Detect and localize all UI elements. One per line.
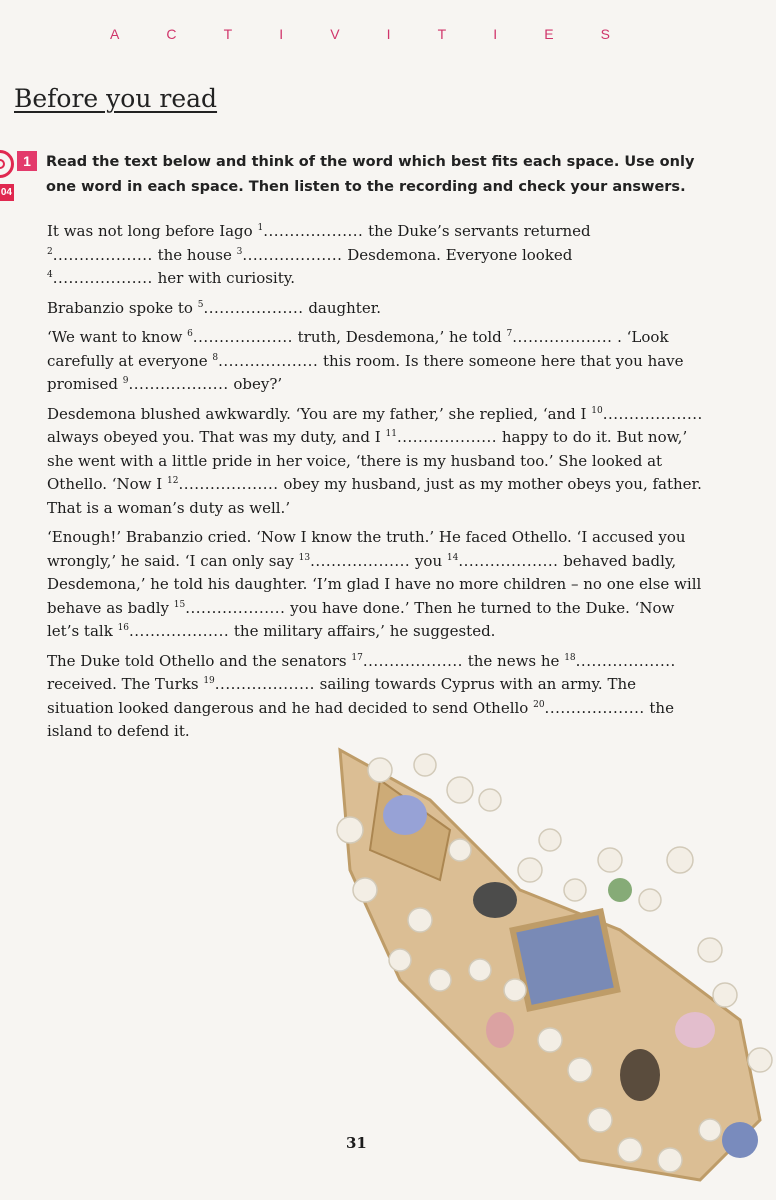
text-run: Desdemona. Everyone looked [342, 245, 573, 264]
text-run: the news he [462, 651, 565, 670]
gap-blank[interactable]: ................... [602, 404, 703, 423]
text-run: ‘Enough!’ Brabanzio cried. ‘Now I know the truth.’ He faced Othello. ‘I accused you wrongly,’ he said. ‘I can only say [47, 528, 686, 570]
text-run: you have done.’ Then he turned to the Duke. ‘Now let’s talk [47, 598, 675, 640]
text-run: Brabanzio spoke to [47, 298, 198, 317]
gap-blank[interactable]: ................... [310, 551, 411, 570]
exercise-instructions [46, 150, 706, 200]
text-run: . ‘Look carefully at everyone [47, 328, 669, 370]
gap-number: 9 [122, 376, 129, 386]
text-run: the Duke’s servants returned [363, 222, 591, 240]
text-run: the military affairs,’ he suggested. [229, 622, 496, 640]
gap-number: 10 [591, 405, 603, 416]
gap-blank[interactable]: ................... [396, 428, 498, 446]
gap-number: 4 [47, 270, 53, 280]
gap-number: 1 [257, 223, 264, 233]
gap-number: 20 [533, 699, 545, 710]
gap-blank[interactable]: ................... [52, 269, 153, 287]
text-run: It was not long before Iago [47, 222, 258, 240]
text-run: ‘We want to know [47, 328, 188, 346]
header-letter: C [166, 26, 177, 42]
instruction-line: one word in each space. Then listen to the recording and check your answers. [46, 179, 686, 195]
gap-fill-text [47, 220, 707, 750]
gap-blank[interactable]: ................... [512, 328, 613, 346]
gap-number: 5 [197, 299, 204, 310]
gap-blank[interactable]: ................... [242, 245, 343, 264]
instruction-line: Read the text below and think of the word which best fits each space. Use only [46, 154, 695, 170]
header-letter: I [386, 26, 391, 42]
text-run: behaved badly, Desdemona,’ he told his daughter. ‘I’m glad I have no more children – no one else will behave as badly [47, 551, 702, 617]
text-run: her with curiosity. [152, 269, 295, 287]
text-run: this room. Is there someone here that you have promised [47, 351, 684, 393]
header-letter: V [330, 26, 340, 42]
text-run: daughter. [303, 298, 381, 317]
header-letter: S [600, 26, 610, 42]
paragraph [47, 526, 707, 644]
paragraph [47, 403, 707, 521]
paragraph [47, 326, 707, 397]
text-run: the island to defend it. [47, 698, 674, 740]
gap-blank[interactable]: ................... [575, 651, 676, 670]
gap-number: 16 [117, 623, 130, 633]
text-run: truth, Desdemona,’ he told [292, 328, 507, 346]
text-run: happy to do it. But now,’ she went with a little pride in her voice, ‘there is my husband too.’ She looked at Othello. ‘Now I [47, 428, 688, 493]
audio-track-number: 04 [0, 184, 14, 201]
gap-number: 8 [212, 352, 219, 363]
text-run: obey?’ [228, 375, 283, 393]
gap-number: 2 [47, 246, 53, 257]
gap-number: 12 [167, 476, 179, 486]
gap-number: 15 [173, 599, 186, 610]
gap-blank[interactable]: ................... [214, 675, 315, 693]
gap-number: 11 [385, 429, 397, 439]
paragraph [47, 220, 707, 291]
text-run: The Duke told Othello and the senators [47, 651, 352, 670]
gap-blank[interactable]: ................... [544, 698, 645, 717]
gap-blank[interactable]: ................... [129, 622, 230, 640]
text-run: always obeyed you. That was my duty, and I [47, 428, 386, 446]
running-header [110, 26, 610, 42]
gap-blank[interactable]: ................... [128, 375, 229, 393]
gap-blank[interactable]: ................... [218, 351, 319, 370]
exercise-number: 1 [17, 151, 37, 171]
header-letter: T [437, 26, 447, 42]
page-number: 31 [346, 1134, 367, 1152]
gap-blank[interactable]: ................... [52, 245, 153, 264]
text-run: sailing towards Cyprus with an army. The situation looked dangerous and he had decided to send Othello [47, 675, 636, 717]
audio-cd-icon [0, 150, 14, 178]
header-letter: I [279, 26, 284, 42]
gap-blank[interactable]: ................... [458, 551, 559, 570]
gap-blank[interactable]: ................... [192, 328, 293, 346]
gap-number: 17 [351, 652, 363, 663]
jewel-necklace-image [320, 740, 776, 1200]
gap-number: 14 [446, 552, 459, 563]
gap-number: 6 [187, 329, 193, 339]
gap-number: 18 [564, 652, 576, 663]
text-run: Desdemona blushed awkwardly. ‘You are my father,’ she replied, ‘and I [47, 404, 592, 423]
header-letter: I [493, 26, 498, 42]
text-run: received. The Turks [47, 675, 204, 693]
gap-blank[interactable]: ................... [362, 651, 463, 670]
gap-number: 3 [236, 246, 243, 257]
section-title: Before you read [14, 84, 218, 113]
header-letter: E [544, 26, 554, 42]
header-letter: A [110, 26, 120, 42]
gap-number: 19 [203, 676, 215, 686]
gap-number: 13 [298, 552, 311, 563]
header-letter: T [223, 26, 233, 42]
gap-blank[interactable]: ................... [178, 475, 279, 493]
text-run: you [410, 551, 447, 570]
gap-blank[interactable]: ................... [263, 222, 364, 240]
gap-number: 7 [506, 329, 513, 339]
paragraph [47, 650, 707, 744]
gap-blank[interactable]: ................... [185, 598, 286, 617]
text-run: obey my husband, just as my mother obeys you, father. That is a woman’s duty as well.’ [47, 475, 702, 517]
text-run: the house [152, 245, 237, 264]
gap-blank[interactable]: ................... [203, 298, 304, 317]
paragraph [47, 297, 707, 321]
